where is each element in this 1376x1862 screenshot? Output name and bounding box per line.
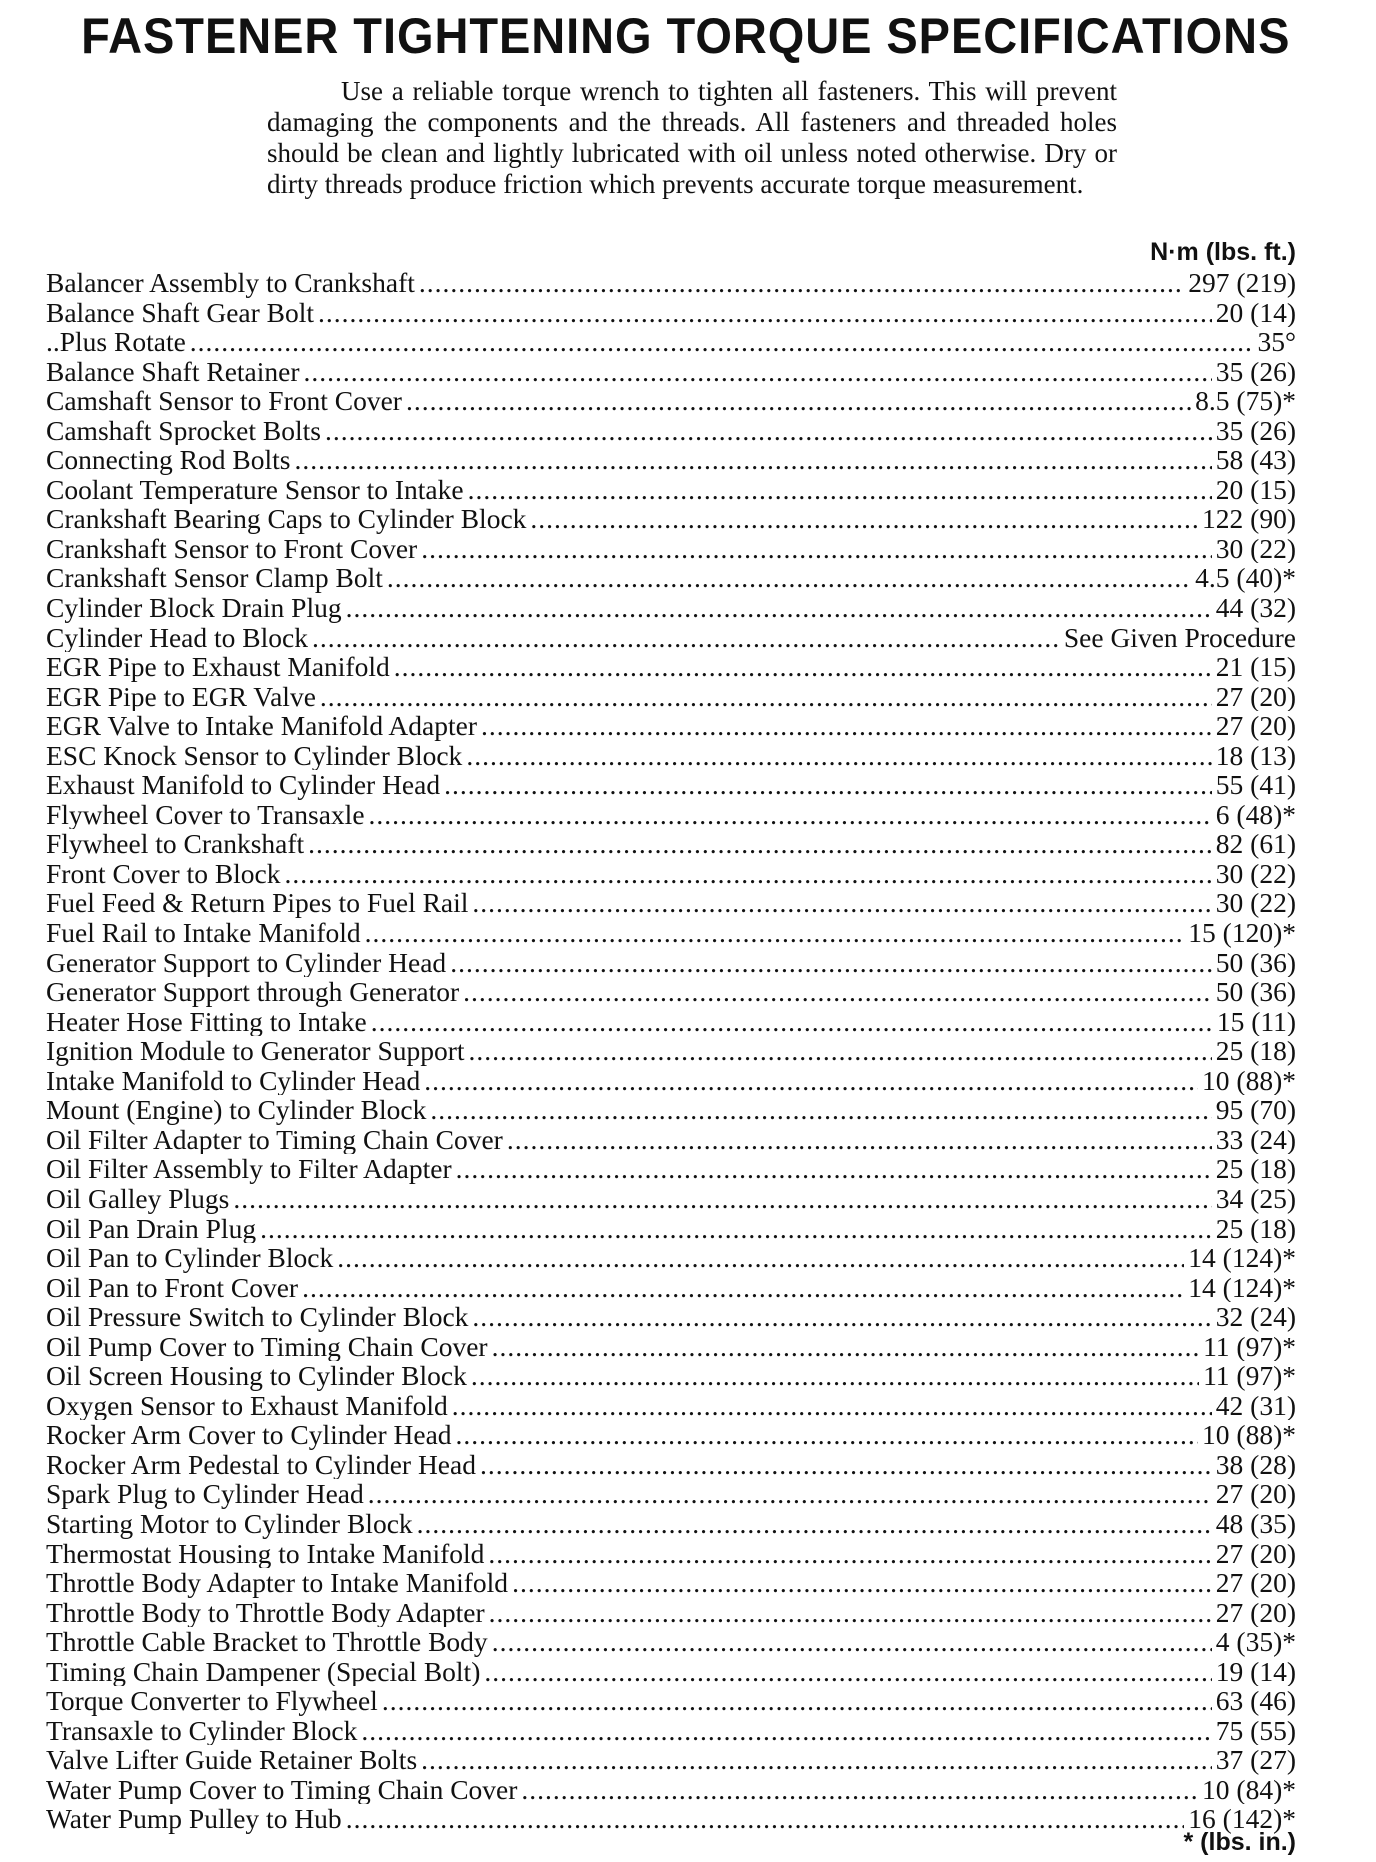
dot-leader	[456, 1154, 1212, 1184]
spec-row	[46, 800, 1296, 830]
spec-value: 27 (20)	[1215, 711, 1296, 741]
spec-row	[46, 1066, 1296, 1096]
spec-label: ESC Knock Sensor to Cylinder Block	[46, 740, 463, 771]
spec-row	[46, 1214, 1296, 1244]
spec-label: Torque Converter to Flywheel	[46, 1686, 378, 1716]
spec-value: 27 (20)	[1215, 1538, 1296, 1569]
spec-row	[46, 357, 1296, 387]
dot-leader	[368, 1479, 1212, 1509]
spec-value: 50 (36)	[1215, 947, 1296, 978]
dot-leader	[365, 918, 1185, 948]
spec-value: 122 (90)	[1202, 504, 1296, 534]
spec-value: 25 (18)	[1215, 1213, 1296, 1244]
spec-label: Rocker Arm Cover to Cylinder Head	[46, 1420, 452, 1450]
spec-label: Heater Hose Fitting to Intake	[46, 1006, 367, 1037]
spec-label: Generator Support to Cylinder Head	[46, 947, 447, 978]
dot-leader	[260, 1214, 1212, 1244]
spec-label: Crankshaft Sensor Clamp Bolt	[46, 563, 383, 594]
spec-row	[46, 1302, 1296, 1332]
spec-label: Flywheel Cover to Transaxle	[46, 799, 365, 830]
spec-value: 42 (31)	[1215, 1390, 1296, 1421]
spec-value: 33 (24)	[1215, 1124, 1296, 1155]
spec-label: Oil Pan to Front Cover	[46, 1272, 299, 1303]
spec-label: Spark Plug to Cylinder Head	[46, 1479, 364, 1509]
spec-label: Oil Filter Adapter to Timing Chain Cover	[46, 1124, 503, 1155]
spec-label: Ignition Module to Generator Support	[46, 1036, 465, 1066]
spec-row	[46, 327, 1296, 357]
spec-row	[46, 593, 1296, 623]
spec-row	[46, 1184, 1296, 1214]
spec-row	[46, 888, 1296, 918]
spec-row	[46, 682, 1296, 712]
spec-value: 37 (27)	[1215, 1745, 1296, 1775]
spec-value: 27 (20)	[1215, 1597, 1296, 1628]
dot-leader	[430, 1095, 1211, 1125]
spec-label: Water Pump Cover to Timing Chain Cover	[46, 1774, 518, 1805]
spec-row	[46, 1509, 1296, 1539]
dot-leader	[304, 357, 1212, 387]
spec-label: Camshaft Sprocket Bolts	[46, 415, 321, 446]
dot-leader	[463, 977, 1212, 1007]
spec-row	[46, 416, 1296, 446]
spec-label: Oil Screen Housing to Cylinder Block	[46, 1361, 467, 1391]
spec-value: 58 (43)	[1215, 445, 1296, 475]
spec-row	[46, 1243, 1296, 1273]
dot-leader	[421, 534, 1212, 564]
spec-value: 63 (46)	[1215, 1686, 1296, 1716]
spec-row	[46, 1775, 1296, 1805]
spec-value: 30 (22)	[1215, 533, 1296, 564]
spec-value: 297 (219)	[1188, 268, 1296, 298]
spec-row	[46, 948, 1296, 978]
dot-leader	[492, 1627, 1212, 1657]
dot-leader	[382, 1686, 1212, 1716]
spec-row	[46, 977, 1296, 1007]
spec-label: Balancer Assembly to Crankshaft	[46, 268, 415, 298]
dot-leader	[233, 1184, 1211, 1214]
spec-row	[46, 652, 1296, 682]
dot-leader	[325, 416, 1212, 446]
spec-value: 27 (20)	[1215, 681, 1296, 712]
spec-label: Exhaust Manifold to Cylinder Head	[46, 770, 441, 800]
spec-value: 48 (35)	[1215, 1508, 1296, 1539]
spec-value: 14 (124)*	[1188, 1243, 1296, 1273]
spec-value: 19 (14)	[1215, 1656, 1296, 1687]
spec-label: Crankshaft Bearing Caps to Cylinder Block	[46, 504, 527, 534]
dot-leader	[530, 504, 1198, 534]
dot-leader	[512, 1568, 1212, 1598]
spec-value: 11 (97)*	[1203, 1361, 1296, 1391]
dot-leader	[371, 1007, 1213, 1037]
dot-leader	[285, 859, 1212, 889]
spec-label: Oxygen Sensor to Exhaust Manifold	[46, 1390, 448, 1421]
spec-row	[46, 1095, 1296, 1125]
dot-leader	[421, 1745, 1212, 1775]
spec-label: EGR Pipe to Exhaust Manifold	[46, 652, 390, 682]
spec-value: 55 (41)	[1215, 770, 1296, 800]
spec-label: Oil Pressure Switch to Cylinder Block	[46, 1302, 469, 1332]
spec-row	[46, 918, 1296, 948]
dot-leader	[521, 1775, 1198, 1805]
dot-leader	[472, 1302, 1211, 1332]
dot-leader	[346, 593, 1212, 623]
dot-leader	[507, 1125, 1212, 1155]
spec-label: Transaxle to Cylinder Block	[46, 1715, 358, 1746]
spec-label: Throttle Body Adapter to Intake Manifold	[46, 1568, 509, 1598]
spec-value: 21 (15)	[1215, 652, 1296, 682]
spec-value: 95 (70)	[1215, 1095, 1296, 1125]
dot-leader	[472, 888, 1211, 918]
spec-row	[46, 1686, 1296, 1716]
page-title: FASTENER TIGHTENING TORQUE SPECIFICATIONS	[81, 8, 1291, 64]
spec-value: 44 (32)	[1215, 593, 1296, 623]
spec-label: Connecting Rod Bolts	[46, 445, 291, 475]
dot-leader	[294, 445, 1211, 475]
spec-row	[46, 829, 1296, 859]
dot-leader	[419, 268, 1184, 298]
dot-leader	[468, 475, 1212, 505]
dot-leader	[361, 1716, 1211, 1746]
spec-row	[46, 1125, 1296, 1155]
spec-row	[46, 623, 1296, 653]
dot-leader	[488, 1539, 1211, 1569]
spec-row	[46, 1804, 1296, 1834]
spec-value: 27 (20)	[1215, 1568, 1296, 1598]
spec-row	[46, 1479, 1296, 1509]
spec-label: Throttle Body to Throttle Body Adapter	[46, 1597, 485, 1628]
dot-leader	[320, 682, 1212, 712]
spec-label: Rocker Arm Pedestal to Cylinder Head	[46, 1449, 476, 1480]
spec-row	[46, 1361, 1296, 1391]
intro-paragraph: Use a reliable torque wrench to tighten all fasteners. This will prevent damaging the components and the threads. All fasteners and threaded holes should be clean and lightly lubricated with oil unless noted otherwise. Dry or dirty threads produce friction which prevents accurate torque measurement.	[267, 76, 1117, 199]
spec-label: Fuel Rail to Intake Manifold	[46, 918, 361, 948]
spec-row	[46, 1657, 1296, 1687]
dot-leader	[484, 1657, 1211, 1687]
spec-row	[46, 386, 1296, 416]
spec-row	[46, 1036, 1296, 1066]
spec-value: 4 (35)*	[1215, 1627, 1296, 1657]
spec-label: Oil Filter Assembly to Filter Adapter	[46, 1154, 452, 1184]
spec-label: ..Plus Rotate	[46, 327, 186, 357]
spec-row	[46, 268, 1296, 298]
spec-row	[46, 1716, 1296, 1746]
spec-value: 25 (18)	[1215, 1036, 1296, 1066]
dot-leader	[190, 327, 1254, 357]
spec-label: Balance Shaft Retainer	[46, 356, 300, 387]
spec-label: Starting Motor to Cylinder Block	[46, 1508, 413, 1539]
spec-label: Thermostat Housing to Intake Manifold	[46, 1538, 485, 1569]
spec-value: 32 (24)	[1215, 1302, 1296, 1332]
spec-value: 38 (28)	[1215, 1449, 1296, 1480]
spec-label: Oil Galley Plugs	[46, 1183, 230, 1214]
spec-row	[46, 770, 1296, 800]
dot-leader	[312, 623, 1060, 653]
spec-value: 75 (55)	[1215, 1715, 1296, 1746]
dot-leader	[444, 770, 1212, 800]
spec-label: Cylinder Head to Block	[46, 622, 308, 653]
spec-row	[46, 504, 1296, 534]
spec-value: 20 (14)	[1215, 297, 1296, 328]
dot-leader	[318, 298, 1212, 328]
spec-row	[46, 1745, 1296, 1775]
spec-value: 10 (88)*	[1202, 1065, 1296, 1096]
dot-leader	[394, 652, 1212, 682]
spec-value: 14 (124)*	[1188, 1272, 1296, 1303]
dot-leader	[480, 1450, 1212, 1480]
dot-leader	[452, 1391, 1212, 1421]
spec-row	[46, 711, 1296, 741]
spec-value: 20 (15)	[1215, 474, 1296, 505]
spec-label: Oil Pan to Cylinder Block	[46, 1243, 334, 1273]
spec-label: Intake Manifold to Cylinder Head	[46, 1065, 421, 1096]
spec-row	[46, 1450, 1296, 1480]
dot-leader	[387, 563, 1191, 593]
spec-value: 35°	[1257, 327, 1296, 357]
spec-row	[46, 859, 1296, 889]
dot-leader	[492, 1332, 1200, 1362]
spec-label: Balance Shaft Gear Bolt	[46, 297, 315, 328]
spec-row	[46, 1154, 1296, 1184]
spec-row	[46, 445, 1296, 475]
spec-value: 10 (84)*	[1202, 1774, 1296, 1805]
spec-value: 30 (22)	[1215, 858, 1296, 889]
spec-value: 10 (88)*	[1202, 1420, 1296, 1450]
spec-label: Crankshaft Sensor to Front Cover	[46, 533, 418, 564]
spec-row	[46, 1273, 1296, 1303]
dot-leader	[417, 1509, 1212, 1539]
dot-leader	[406, 386, 1191, 416]
spec-row	[46, 534, 1296, 564]
spec-label: Mount (Engine) to Cylinder Block	[46, 1095, 427, 1125]
spec-label: Fuel Feed & Return Pipes to Fuel Rail	[46, 888, 469, 919]
spec-row	[46, 1568, 1296, 1598]
spec-row	[46, 1007, 1296, 1037]
spec-label: Water Pump Pulley to Hub	[46, 1804, 342, 1834]
spec-label: Valve Lifter Guide Retainer Bolts	[46, 1745, 418, 1775]
spec-label: Oil Pump Cover to Timing Chain Cover	[46, 1331, 488, 1362]
dot-leader	[466, 741, 1211, 771]
spec-row	[46, 298, 1296, 328]
spec-row	[46, 563, 1296, 593]
spec-value: 27 (20)	[1215, 1479, 1296, 1509]
spec-label: Cylinder Block Drain Plug	[46, 593, 342, 623]
spec-value: 34 (25)	[1215, 1183, 1296, 1214]
spec-value: See Given Procedure	[1063, 622, 1296, 653]
spec-list	[46, 268, 1296, 1834]
dot-leader	[369, 800, 1212, 830]
spec-row	[46, 741, 1296, 771]
dot-leader	[471, 1361, 1199, 1391]
spec-label: Oil Pan Drain Plug	[46, 1213, 257, 1244]
spec-label: Timing Chain Dampener (Special Bolt)	[46, 1656, 481, 1687]
dot-leader	[337, 1243, 1184, 1273]
spec-value: 11 (97)*	[1203, 1331, 1296, 1362]
dot-leader	[481, 711, 1212, 741]
spec-label: EGR Valve to Intake Manifold Adapter	[46, 711, 477, 741]
dot-leader	[346, 1804, 1185, 1834]
spec-value: 15 (11)	[1216, 1006, 1296, 1037]
dot-leader	[308, 829, 1212, 859]
spec-value: 4.5 (40)*	[1195, 563, 1296, 594]
spec-row	[46, 475, 1296, 505]
spec-label: EGR Pipe to EGR Valve	[46, 681, 316, 712]
spec-label: Generator Support through Generator	[46, 977, 460, 1007]
spec-label: Flywheel to Crankshaft	[46, 829, 305, 859]
spec-row	[46, 1539, 1296, 1569]
dot-leader	[469, 1036, 1212, 1066]
units-footnote: * (lbs. in.)	[1183, 1828, 1296, 1856]
spec-label: Camshaft Sensor to Front Cover	[46, 386, 402, 416]
spec-value: 15 (120)*	[1188, 918, 1296, 948]
spec-value: 6 (48)*	[1215, 799, 1296, 830]
dot-leader	[450, 948, 1212, 978]
spec-value: 50 (36)	[1215, 977, 1296, 1007]
spec-label: Coolant Temperature Sensor to Intake	[46, 474, 464, 505]
spec-value: 8.5 (75)*	[1195, 386, 1296, 416]
dot-leader	[302, 1273, 1184, 1303]
spec-label: Front Cover to Block	[46, 858, 281, 889]
spec-value: 35 (26)	[1215, 356, 1296, 387]
spec-row	[46, 1420, 1296, 1450]
dot-leader	[489, 1598, 1212, 1628]
dot-leader	[424, 1066, 1198, 1096]
spec-value: 25 (18)	[1215, 1154, 1296, 1184]
spec-row	[46, 1332, 1296, 1362]
spec-value: 18 (13)	[1215, 740, 1296, 771]
spec-value: 30 (22)	[1215, 888, 1296, 919]
spec-row	[46, 1598, 1296, 1628]
dot-leader	[456, 1420, 1199, 1450]
spec-row	[46, 1391, 1296, 1421]
spec-value: 16 (142)*	[1188, 1804, 1296, 1834]
spec-row	[46, 1627, 1296, 1657]
spec-value: 82 (61)	[1215, 829, 1296, 859]
spec-label: Throttle Cable Bracket to Throttle Body	[46, 1627, 488, 1657]
units-header: N·m (lbs. ft.)	[1150, 238, 1296, 266]
spec-value: 35 (26)	[1215, 415, 1296, 446]
